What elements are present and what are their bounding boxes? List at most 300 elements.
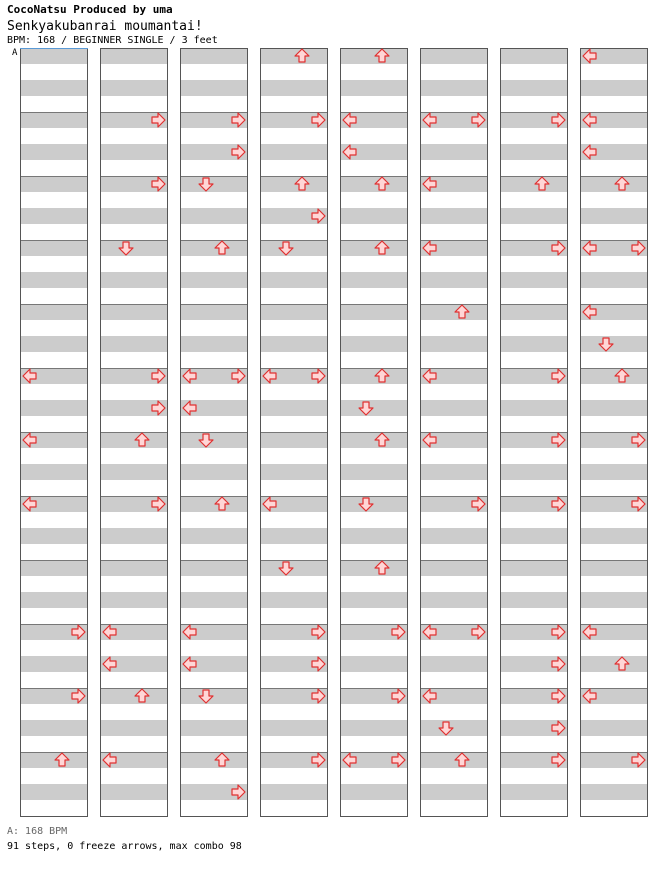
beat-band <box>100 640 168 656</box>
beat-band <box>20 400 88 416</box>
beat-band <box>180 688 248 704</box>
beat-band <box>260 784 328 800</box>
beat-band <box>180 512 248 528</box>
beat-band <box>180 560 248 576</box>
bpm-legend: A: 168 BPM <box>7 826 68 837</box>
beat-band <box>340 480 408 496</box>
beat-band <box>20 560 88 576</box>
beat-band <box>20 592 88 608</box>
beat-band <box>180 432 248 448</box>
beat-band <box>100 720 168 736</box>
beat-band <box>580 400 648 416</box>
beat-band <box>180 320 248 336</box>
beat-band <box>20 160 88 176</box>
beat-band <box>340 384 408 400</box>
beat-band <box>500 256 568 272</box>
beat-band <box>100 320 168 336</box>
beat-band <box>340 736 408 752</box>
beat-band <box>340 48 408 64</box>
beat-band <box>20 416 88 432</box>
beat-band <box>340 320 408 336</box>
beat-band <box>100 576 168 592</box>
beat-band <box>180 496 248 512</box>
beat-band <box>580 80 648 96</box>
beat-band <box>20 96 88 112</box>
beat-band <box>20 576 88 592</box>
beat-band <box>100 784 168 800</box>
beat-band <box>260 256 328 272</box>
beat-band <box>500 80 568 96</box>
beat-band <box>500 160 568 176</box>
beat-band <box>500 768 568 784</box>
beat-band <box>580 128 648 144</box>
beat-band <box>340 96 408 112</box>
beat-band <box>500 576 568 592</box>
beat-band <box>180 176 248 192</box>
beat-band <box>500 144 568 160</box>
beat-band <box>420 352 488 368</box>
beat-band <box>260 320 328 336</box>
beat-band <box>100 560 168 576</box>
beat-band <box>500 208 568 224</box>
beat-band <box>340 368 408 384</box>
beat-band <box>500 448 568 464</box>
beat-band <box>100 704 168 720</box>
beat-band <box>260 224 328 240</box>
beat-band <box>20 528 88 544</box>
beat-band <box>100 512 168 528</box>
beat-band <box>420 608 488 624</box>
beat-band <box>580 208 648 224</box>
beat-band <box>580 96 648 112</box>
beat-band <box>420 640 488 656</box>
beat-band <box>500 336 568 352</box>
beat-band <box>100 592 168 608</box>
beat-band <box>340 768 408 784</box>
beat-band <box>20 512 88 528</box>
beat-band <box>340 640 408 656</box>
beat-band <box>100 448 168 464</box>
beat-band <box>260 608 328 624</box>
beat-band <box>20 480 88 496</box>
beat-band <box>500 704 568 720</box>
beat-band <box>180 64 248 80</box>
beat-band <box>180 304 248 320</box>
beat-band <box>20 640 88 656</box>
beat-band <box>100 224 168 240</box>
bpm-marker: A <box>12 48 18 58</box>
bpm-change-line <box>20 48 88 49</box>
beat-band <box>580 608 648 624</box>
beat-band <box>580 768 648 784</box>
beat-band <box>580 640 648 656</box>
beat-band <box>340 672 408 688</box>
beat-band <box>500 304 568 320</box>
beat-band <box>420 480 488 496</box>
beat-band <box>100 480 168 496</box>
beat-band <box>340 224 408 240</box>
beat-band <box>500 272 568 288</box>
beat-band <box>580 416 648 432</box>
beat-band <box>20 608 88 624</box>
beat-band <box>420 576 488 592</box>
beat-band <box>340 256 408 272</box>
beat-band <box>420 400 488 416</box>
beat-band <box>180 352 248 368</box>
beat-band <box>20 256 88 272</box>
beat-band <box>260 768 328 784</box>
beat-band <box>500 384 568 400</box>
beat-band <box>100 272 168 288</box>
beat-band <box>180 576 248 592</box>
beat-band <box>420 544 488 560</box>
beat-band <box>20 112 88 128</box>
beat-band <box>580 480 648 496</box>
beat-band <box>20 464 88 480</box>
beat-band <box>260 528 328 544</box>
beat-band <box>580 736 648 752</box>
credit-line: CocoNatsu Produced by uma <box>7 3 173 16</box>
beat-band <box>20 656 88 672</box>
beat-band <box>500 480 568 496</box>
beat-band <box>340 496 408 512</box>
beat-band <box>340 336 408 352</box>
beat-band <box>420 736 488 752</box>
beat-band <box>500 128 568 144</box>
beat-band <box>500 176 568 192</box>
beat-band <box>420 144 488 160</box>
beat-band <box>260 640 328 656</box>
beat-band <box>100 768 168 784</box>
beat-band <box>20 288 88 304</box>
beat-band <box>260 800 328 816</box>
beat-band <box>260 704 328 720</box>
beat-band <box>180 128 248 144</box>
beat-band <box>20 304 88 320</box>
beat-band <box>20 704 88 720</box>
beat-band <box>580 272 648 288</box>
beat-band <box>340 800 408 816</box>
beat-band <box>340 128 408 144</box>
beat-band <box>180 336 248 352</box>
beat-band <box>340 608 408 624</box>
beat-band <box>260 96 328 112</box>
beat-band <box>180 272 248 288</box>
beat-band <box>20 352 88 368</box>
beat-band <box>420 304 488 320</box>
beat-band <box>340 208 408 224</box>
beat-band <box>100 144 168 160</box>
beat-band <box>180 672 248 688</box>
beat-band <box>100 240 168 256</box>
beat-band <box>580 544 648 560</box>
beat-band <box>260 336 328 352</box>
beat-band <box>20 224 88 240</box>
beat-band <box>260 400 328 416</box>
beat-band <box>420 288 488 304</box>
beat-band <box>20 176 88 192</box>
beat-band <box>20 192 88 208</box>
beat-band <box>180 592 248 608</box>
beat-band <box>180 208 248 224</box>
beat-band <box>100 544 168 560</box>
beat-band <box>180 528 248 544</box>
beat-band <box>260 272 328 288</box>
beat-band <box>420 720 488 736</box>
beat-band <box>180 544 248 560</box>
beat-band <box>100 672 168 688</box>
beat-band <box>580 64 648 80</box>
beat-band <box>260 176 328 192</box>
beat-band <box>100 64 168 80</box>
beat-band <box>340 80 408 96</box>
beat-band <box>580 224 648 240</box>
beat-band <box>20 64 88 80</box>
beat-band <box>20 768 88 784</box>
beat-band <box>580 176 648 192</box>
beat-band <box>340 272 408 288</box>
beat-band <box>500 352 568 368</box>
beat-band <box>260 144 328 160</box>
beat-band <box>420 672 488 688</box>
beat-band <box>420 592 488 608</box>
beat-band <box>260 544 328 560</box>
beat-band <box>420 272 488 288</box>
beat-band <box>340 720 408 736</box>
beat-band <box>100 80 168 96</box>
beat-band <box>260 64 328 80</box>
beat-band <box>580 368 648 384</box>
beat-band <box>420 320 488 336</box>
beat-band <box>420 224 488 240</box>
beat-band <box>580 784 648 800</box>
beat-band <box>100 736 168 752</box>
beat-band <box>180 752 248 768</box>
beat-band <box>100 608 168 624</box>
beat-band <box>180 256 248 272</box>
beat-band <box>20 272 88 288</box>
beat-band <box>420 384 488 400</box>
beat-band <box>420 336 488 352</box>
beat-band <box>100 192 168 208</box>
beat-band <box>500 560 568 576</box>
beat-band <box>580 672 648 688</box>
beat-band <box>500 48 568 64</box>
beat-band <box>500 512 568 528</box>
beat-band <box>20 320 88 336</box>
beat-band <box>260 448 328 464</box>
beat-band <box>100 432 168 448</box>
song-title: Senkyakubanrai moumantai! <box>7 19 203 34</box>
beat-band <box>100 336 168 352</box>
beat-band <box>100 800 168 816</box>
beat-band <box>500 592 568 608</box>
beat-band <box>260 592 328 608</box>
beat-band <box>500 464 568 480</box>
beat-band <box>20 240 88 256</box>
beat-band <box>580 256 648 272</box>
beat-band <box>180 240 248 256</box>
beat-band <box>340 448 408 464</box>
beat-band <box>20 784 88 800</box>
beat-band <box>260 416 328 432</box>
beat-band <box>20 48 88 64</box>
beat-band <box>20 144 88 160</box>
beat-band <box>100 384 168 400</box>
beat-band <box>340 704 408 720</box>
beat-band <box>500 64 568 80</box>
beat-band <box>180 160 248 176</box>
beat-band <box>180 800 248 816</box>
step-stats: 91 steps, 0 freeze arrows, max combo 98 <box>7 841 242 852</box>
beat-band <box>180 704 248 720</box>
beat-band <box>100 352 168 368</box>
beat-band <box>20 80 88 96</box>
beat-band <box>340 656 408 672</box>
beat-band <box>420 464 488 480</box>
beat-band <box>340 512 408 528</box>
beat-band <box>180 80 248 96</box>
beat-band <box>260 128 328 144</box>
beat-band <box>420 448 488 464</box>
beat-band <box>500 96 568 112</box>
beat-band <box>100 528 168 544</box>
beat-band <box>20 720 88 736</box>
beat-band <box>260 432 328 448</box>
beat-band <box>580 560 648 576</box>
beat-band <box>580 528 648 544</box>
beat-band <box>260 288 328 304</box>
beat-band <box>420 160 488 176</box>
beat-band <box>420 752 488 768</box>
beat-band <box>340 64 408 80</box>
beat-band <box>260 192 328 208</box>
beat-band <box>260 160 328 176</box>
beat-band <box>500 800 568 816</box>
beat-band <box>260 464 328 480</box>
beat-band <box>580 320 648 336</box>
beat-band <box>180 608 248 624</box>
beat-band <box>340 464 408 480</box>
beat-band <box>180 640 248 656</box>
beat-band <box>420 64 488 80</box>
beat-band <box>340 288 408 304</box>
beat-band <box>420 784 488 800</box>
beat-band <box>20 336 88 352</box>
beat-band <box>260 560 328 576</box>
beat-band <box>420 192 488 208</box>
beat-band <box>20 752 88 768</box>
beat-band <box>420 800 488 816</box>
beat-band <box>260 304 328 320</box>
beat-band <box>340 544 408 560</box>
beat-band <box>180 384 248 400</box>
beat-band <box>100 688 168 704</box>
beat-band <box>500 736 568 752</box>
beat-band <box>100 304 168 320</box>
beat-band <box>100 128 168 144</box>
beat-band <box>340 432 408 448</box>
beat-band <box>260 384 328 400</box>
beat-band <box>180 96 248 112</box>
beat-band <box>20 384 88 400</box>
beat-band <box>580 448 648 464</box>
beat-band <box>500 400 568 416</box>
beat-band <box>580 656 648 672</box>
beat-band <box>20 208 88 224</box>
beat-band <box>340 416 408 432</box>
beat-band <box>100 96 168 112</box>
beat-band <box>420 704 488 720</box>
beat-band <box>260 720 328 736</box>
beat-band <box>340 784 408 800</box>
beat-band <box>180 736 248 752</box>
beat-band <box>260 80 328 96</box>
beat-band <box>420 128 488 144</box>
beat-band <box>100 288 168 304</box>
beat-band <box>420 48 488 64</box>
beat-band <box>20 800 88 816</box>
beat-band <box>580 336 648 352</box>
beat-band <box>500 528 568 544</box>
beat-band <box>180 416 248 432</box>
beat-band <box>100 416 168 432</box>
beat-band <box>580 512 648 528</box>
beat-band <box>260 672 328 688</box>
beat-band <box>100 48 168 64</box>
beat-band <box>340 576 408 592</box>
beat-band <box>500 416 568 432</box>
beat-band <box>180 224 248 240</box>
beat-band <box>340 528 408 544</box>
beat-band <box>100 160 168 176</box>
beat-band <box>340 192 408 208</box>
beat-band <box>500 224 568 240</box>
beat-band <box>420 256 488 272</box>
chart-info: BPM: 168 / BEGINNER SINGLE / 3 feet <box>7 35 218 46</box>
beat-band <box>500 320 568 336</box>
beat-band <box>580 576 648 592</box>
beat-band <box>420 416 488 432</box>
beat-band <box>20 128 88 144</box>
beat-band <box>340 352 408 368</box>
beat-band <box>420 560 488 576</box>
beat-band <box>500 192 568 208</box>
beat-band <box>20 736 88 752</box>
beat-band <box>340 592 408 608</box>
beat-band <box>580 464 648 480</box>
beat-band <box>580 704 648 720</box>
beat-band <box>260 576 328 592</box>
beat-band <box>260 480 328 496</box>
beat-band <box>340 400 408 416</box>
beat-band <box>500 672 568 688</box>
beat-band <box>420 208 488 224</box>
beat-band <box>340 160 408 176</box>
beat-band <box>100 256 168 272</box>
beat-band <box>260 736 328 752</box>
beat-band <box>340 176 408 192</box>
beat-band <box>420 656 488 672</box>
beat-band <box>180 288 248 304</box>
beat-band <box>180 192 248 208</box>
beat-band <box>100 464 168 480</box>
beat-band <box>20 672 88 688</box>
beat-band <box>20 544 88 560</box>
beat-band <box>420 512 488 528</box>
beat-band <box>260 512 328 528</box>
beat-band <box>420 80 488 96</box>
